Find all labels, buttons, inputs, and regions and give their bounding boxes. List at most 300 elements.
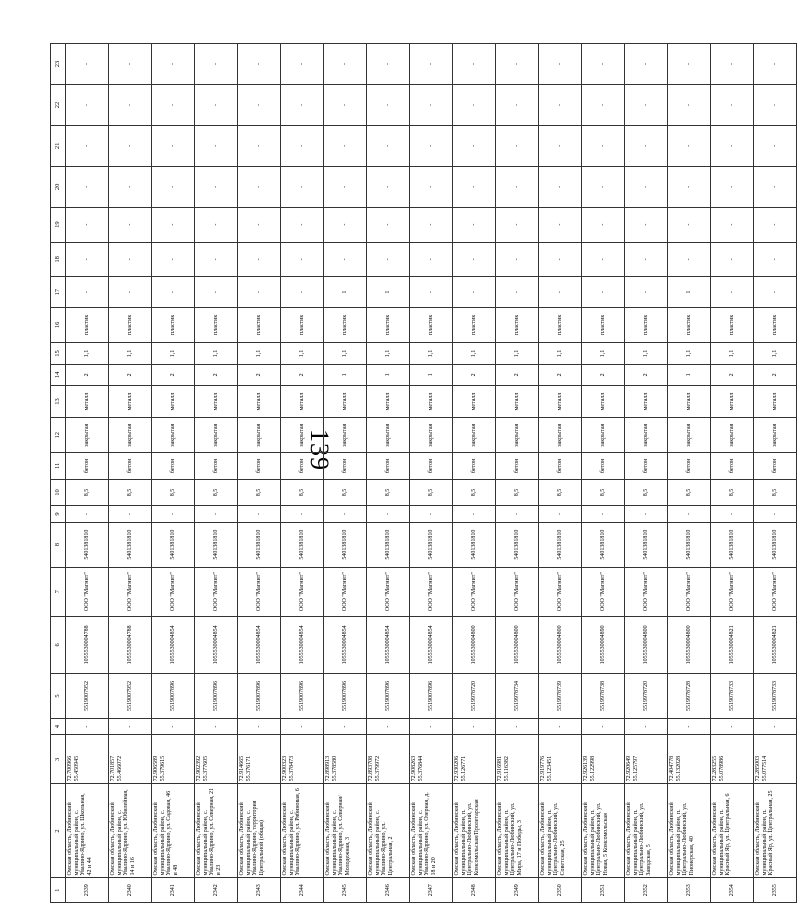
table-cell: Омская область, Любинский муниципальный район, п. Центрально-Любинский, ул. Новая, 5 Комсомольская bbox=[582, 784, 625, 878]
table-cell: - bbox=[496, 506, 539, 522]
table-cell: - bbox=[195, 125, 238, 166]
table-cell: ООО "Магнит" bbox=[539, 567, 582, 616]
table-cell: металл bbox=[195, 385, 238, 418]
table-cell: закрытая bbox=[410, 418, 453, 453]
table-cell: закрытая bbox=[324, 418, 367, 453]
table-cell: Омская область, Любинский муниципальный район, с. Увалино-Ядрино, ул. Центральная, 2 bbox=[367, 784, 410, 878]
table-cell: 2345 bbox=[324, 878, 367, 903]
table-cell: - bbox=[109, 506, 152, 522]
table-row bbox=[410, 44, 453, 903]
table-row bbox=[496, 44, 539, 903]
table-cell: - bbox=[711, 277, 754, 308]
table-cell: 1,1 bbox=[496, 342, 539, 364]
table-cell: 2351 bbox=[582, 878, 625, 903]
table-cell: 1055530004800 bbox=[625, 616, 668, 673]
table-cell: - bbox=[625, 506, 668, 522]
table-cell: 8,5 bbox=[195, 479, 238, 506]
table-cell: Омская область, Любинский муниципальный район, с. Увалино-Ядрино, ул. Школьная, 42 и 44 bbox=[66, 784, 109, 878]
table-cell: 5519007896 bbox=[367, 673, 410, 718]
table-row bbox=[109, 44, 152, 903]
table-cell: Омская область, Любинский муниципальный район, с. Увалино-Ядрино, ул. Озерная, д. 18 и 20 bbox=[410, 784, 453, 878]
table-cell: закрытая bbox=[152, 418, 195, 453]
table-cell: 2 bbox=[711, 365, 754, 385]
table-cell: закрытая bbox=[582, 418, 625, 453]
table-cell: - bbox=[66, 125, 109, 166]
table-cell: - bbox=[496, 277, 539, 308]
table-cell: Омская область, Любинский муниципальный район, п. Центрально-Любинский, ул. Заводская, 5 bbox=[625, 784, 668, 878]
table-cell: - bbox=[754, 166, 797, 207]
table-cell: 72.283255 55.078986 bbox=[711, 735, 754, 784]
table-cell: 1055530004854 bbox=[410, 616, 453, 673]
table-cell: 1 bbox=[367, 365, 410, 385]
table-cell: 8,5 bbox=[324, 479, 367, 506]
table-cell: 5519007952 bbox=[109, 673, 152, 718]
table-cell: 1,1 bbox=[754, 342, 797, 364]
table-cell: - bbox=[66, 506, 109, 522]
table-cell: - bbox=[539, 166, 582, 207]
table-cell: - bbox=[539, 85, 582, 126]
table-cell: металл bbox=[238, 385, 281, 418]
table-cell: - bbox=[238, 125, 281, 166]
table-cell: пластик bbox=[367, 307, 410, 342]
table-cell: - bbox=[152, 85, 195, 126]
table-cell: металл bbox=[66, 385, 109, 418]
table-cell: - bbox=[281, 44, 324, 85]
table-cell: 5519007952 bbox=[66, 673, 109, 718]
column-header: 8 bbox=[51, 522, 66, 567]
table-cell: 2 bbox=[152, 365, 195, 385]
table-cell: - bbox=[582, 242, 625, 277]
table-cell: - bbox=[453, 125, 496, 166]
table-cell: - bbox=[668, 125, 711, 166]
column-header: 6 bbox=[51, 616, 66, 673]
table-cell: - bbox=[625, 277, 668, 308]
table-cell: 1055530004854 bbox=[195, 616, 238, 673]
table-cell: - bbox=[582, 506, 625, 522]
table-cell: 2339 bbox=[66, 878, 109, 903]
table-cell: ООО "Магнит" bbox=[152, 567, 195, 616]
table-cell: - bbox=[539, 718, 582, 734]
table-cell: 5401381810 bbox=[195, 522, 238, 567]
table-cell: - bbox=[410, 44, 453, 85]
table-cell: бетон bbox=[668, 453, 711, 480]
table-cell: пластик bbox=[195, 307, 238, 342]
table-cell: 5401381810 bbox=[754, 522, 797, 567]
table-cell: 72.898913 55.378580 bbox=[324, 735, 367, 784]
table-cell: бетон bbox=[238, 453, 281, 480]
table-cell: 1,1 bbox=[152, 342, 195, 364]
table-cell: 8,5 bbox=[625, 479, 668, 506]
table-cell: - bbox=[324, 166, 367, 207]
table-cell: 5401381810 bbox=[539, 522, 582, 567]
column-header: 1 bbox=[51, 878, 66, 903]
table-cell: 1,1 bbox=[367, 342, 410, 364]
table-cell: Омская область, Любинский муниципальный район, п. Центрально-Любинский, ул. Мира, 17 и Победы, 3 bbox=[496, 784, 539, 878]
table-cell: Омская область, Любинский муниципальный район, п. Красный Яр, ул. Центральная, 6 bbox=[711, 784, 754, 878]
table-cell: - bbox=[238, 242, 281, 277]
table-cell: пластик bbox=[754, 307, 797, 342]
table-cell: - bbox=[453, 718, 496, 734]
table-cell: - bbox=[367, 166, 410, 207]
table-cell: 1,1 bbox=[238, 342, 281, 364]
table-cell: ООО "Магнит" bbox=[367, 567, 410, 616]
table-cell: 1055530004800 bbox=[668, 616, 711, 673]
table-cell: - bbox=[367, 85, 410, 126]
table-cell: - bbox=[281, 166, 324, 207]
table-cell: - bbox=[238, 85, 281, 126]
table-cell: металл bbox=[109, 385, 152, 418]
table-cell: 8,5 bbox=[109, 479, 152, 506]
table-cell: 1055530004788 bbox=[66, 616, 109, 673]
column-header: 19 bbox=[51, 207, 66, 242]
table-cell: 72.920649 55.125797 bbox=[625, 735, 668, 784]
table-cell: 1,1 bbox=[668, 342, 711, 364]
table-cell: ООО "Магнит" bbox=[453, 567, 496, 616]
table-cell: 1055530004854 bbox=[152, 616, 195, 673]
table-cell: 2352 bbox=[625, 878, 668, 903]
column-header: 23 bbox=[51, 44, 66, 85]
table-cell: 8,5 bbox=[367, 479, 410, 506]
table-cell: 72.893708 55.379972 bbox=[367, 735, 410, 784]
table-cell: 1055530004800 bbox=[539, 616, 582, 673]
column-header: 21 bbox=[51, 125, 66, 166]
table-cell: - bbox=[410, 125, 453, 166]
table-row bbox=[195, 44, 238, 903]
table-cell: - bbox=[539, 44, 582, 85]
table-cell: - bbox=[281, 277, 324, 308]
table-cell: 1 bbox=[324, 365, 367, 385]
table-cell: 2350 bbox=[539, 878, 582, 903]
table-cell: - bbox=[711, 166, 754, 207]
table-cell: 1055530004800 bbox=[496, 616, 539, 673]
table-cell: - bbox=[582, 166, 625, 207]
table-cell: - bbox=[453, 166, 496, 207]
table-cell: 1,1 bbox=[281, 342, 324, 364]
table-cell: металл bbox=[711, 385, 754, 418]
table-cell: 5401381810 bbox=[582, 522, 625, 567]
table-cell: 5401381810 bbox=[238, 522, 281, 567]
column-header: 3 bbox=[51, 735, 66, 784]
table-cell: - bbox=[152, 277, 195, 308]
table-cell: 5401381810 bbox=[453, 522, 496, 567]
table-cell: - bbox=[711, 44, 754, 85]
table-cell: - bbox=[367, 207, 410, 242]
table-cell: ООО "Магнит" bbox=[410, 567, 453, 616]
table-cell: 72.914665 55.376171 bbox=[238, 735, 281, 784]
table-cell: 5519007896 bbox=[324, 673, 367, 718]
table-cell: - bbox=[711, 718, 754, 734]
table-cell: ООО "Магнит" bbox=[711, 567, 754, 616]
column-header: 15 bbox=[51, 342, 66, 364]
table-cell: - bbox=[152, 718, 195, 734]
table-cell: - bbox=[324, 718, 367, 734]
table-cell: - bbox=[582, 125, 625, 166]
table-cell: 2349 bbox=[496, 878, 539, 903]
table-cell: Омская область, Любинский муниципальный район, с. Увалино-Ядрино, ул. Юбилейная, 14 и 16 bbox=[109, 784, 152, 878]
table-cell: - bbox=[625, 207, 668, 242]
table-cell: 5519978728 bbox=[668, 673, 711, 718]
table-cell: - bbox=[711, 125, 754, 166]
table-cell: - bbox=[109, 207, 152, 242]
table-cell: металл bbox=[668, 385, 711, 418]
table-cell: 8,5 bbox=[496, 479, 539, 506]
table-cell: 2340 bbox=[109, 878, 152, 903]
table-cell: 1,1 bbox=[711, 342, 754, 364]
table-cell: - bbox=[238, 166, 281, 207]
table-cell: - bbox=[582, 718, 625, 734]
table-cell: 2 bbox=[754, 365, 797, 385]
table-cell: - bbox=[453, 44, 496, 85]
table-cell: 5519978738 bbox=[582, 673, 625, 718]
table-cell: - bbox=[410, 506, 453, 522]
table-cell: 1055530004788 bbox=[109, 616, 152, 673]
table-cell: 72.902392 55.377605 bbox=[195, 735, 238, 784]
table-cell: 1055530004890 bbox=[582, 616, 625, 673]
table-cell: 1,1 bbox=[109, 342, 152, 364]
table-cell: - bbox=[367, 242, 410, 277]
table-cell: 1055530004821 bbox=[711, 616, 754, 673]
table-cell: Омская область, Любинский муниципальный район, п. Центрально-Любинский, ул. Пионерская, 40 bbox=[668, 784, 711, 878]
table-cell: 8,5 bbox=[152, 479, 195, 506]
table-cell: - bbox=[453, 85, 496, 126]
table-cell: 1,1 bbox=[453, 342, 496, 364]
table-row bbox=[281, 44, 324, 903]
table-cell: - bbox=[109, 277, 152, 308]
table-row bbox=[668, 44, 711, 903]
table-cell: 72.900323 55.378473 bbox=[281, 735, 324, 784]
table-cell: бетон bbox=[453, 453, 496, 480]
table-cell: - bbox=[754, 44, 797, 85]
table-row bbox=[66, 44, 109, 903]
table-cell: 1055530004800 bbox=[453, 616, 496, 673]
table-cell: - bbox=[195, 242, 238, 277]
table-cell: 5519007896 bbox=[281, 673, 324, 718]
table-cell: - bbox=[195, 166, 238, 207]
table-cell: пластик bbox=[281, 307, 324, 342]
table-cell: - bbox=[754, 207, 797, 242]
table-cell: - bbox=[281, 506, 324, 522]
table-cell: - bbox=[410, 242, 453, 277]
table-cell: закрытая bbox=[668, 418, 711, 453]
table-cell: - bbox=[625, 242, 668, 277]
table-cell: - bbox=[281, 242, 324, 277]
table-cell: ООО "Магнит" bbox=[109, 567, 152, 616]
table-cell: 72.919776 55.123451 bbox=[539, 735, 582, 784]
table-cell: - bbox=[668, 718, 711, 734]
table-cell: ООО "Магнит" bbox=[754, 567, 797, 616]
table-cell: 72.916981 55.116382 bbox=[496, 735, 539, 784]
table-cell: - bbox=[496, 166, 539, 207]
table-cell: бетон bbox=[324, 453, 367, 480]
table-cell: 1055530004854 bbox=[281, 616, 324, 673]
column-header: 13 bbox=[51, 385, 66, 418]
table-cell: бетон bbox=[711, 453, 754, 480]
table-cell: - bbox=[109, 166, 152, 207]
table-cell: - bbox=[582, 277, 625, 308]
table-cell: - bbox=[367, 718, 410, 734]
table-cell: ООО "Магнит" bbox=[324, 567, 367, 616]
table-cell: 2 bbox=[539, 365, 582, 385]
table-cell: бетон bbox=[582, 453, 625, 480]
table-cell: 2 bbox=[66, 365, 109, 385]
table-cell: металл bbox=[152, 385, 195, 418]
table-cell: металл bbox=[754, 385, 797, 418]
table-cell: закрытая bbox=[66, 418, 109, 453]
table-cell: 2346 bbox=[367, 878, 410, 903]
table-cell: Омская область, Любинский муниципальный район, п. Центрально-Любинский, ул. Советская, 25 bbox=[539, 784, 582, 878]
table-cell: - bbox=[324, 85, 367, 126]
table-cell: пластик bbox=[324, 307, 367, 342]
table-cell: 8,5 bbox=[281, 479, 324, 506]
table-cell: 1,1 bbox=[625, 342, 668, 364]
table-cell: закрытая bbox=[195, 418, 238, 453]
table-cell: - bbox=[152, 44, 195, 85]
table-cell: 2348 bbox=[453, 878, 496, 903]
table-cell: - bbox=[324, 44, 367, 85]
table-cell: - bbox=[324, 125, 367, 166]
table-cell: 1,1 bbox=[582, 342, 625, 364]
column-header: 16 bbox=[51, 307, 66, 342]
table-cell: 5519007896 bbox=[195, 673, 238, 718]
table-cell: 72.285003 55.077514 bbox=[754, 735, 797, 784]
table-cell: - bbox=[496, 125, 539, 166]
table-cell: - bbox=[754, 718, 797, 734]
table-cell: металл bbox=[625, 385, 668, 418]
table-cell: бетон bbox=[109, 453, 152, 480]
table-cell: - bbox=[410, 166, 453, 207]
table-cell: 5519007896 bbox=[410, 673, 453, 718]
table-cell: закрытая bbox=[367, 418, 410, 453]
table-cell: 2 bbox=[281, 365, 324, 385]
table-row bbox=[711, 44, 754, 903]
table-cell: - bbox=[238, 44, 281, 85]
column-header: 11 bbox=[51, 453, 66, 480]
table-cell: ООО "Магнит" bbox=[625, 567, 668, 616]
table-cell: - bbox=[496, 44, 539, 85]
table-cell: - bbox=[324, 207, 367, 242]
table-cell: - bbox=[109, 242, 152, 277]
table-cell: - bbox=[152, 207, 195, 242]
table-cell: - bbox=[539, 242, 582, 277]
table-cell: 1,1 bbox=[66, 342, 109, 364]
table-cell: - bbox=[410, 85, 453, 126]
table-cell: Омская область, Любинский муниципальный район, п. Центрально-Любинский, ул. Комсомольская/Пролетарская bbox=[453, 784, 496, 878]
table-cell: - bbox=[109, 44, 152, 85]
column-header: 22 bbox=[51, 85, 66, 126]
table-row bbox=[582, 44, 625, 903]
table-cell: Омская область, Любинский муниципальный район, с. Увалино-Ядрино, ул. Северная, 21 и 23 bbox=[195, 784, 238, 878]
table-cell: 5401381810 bbox=[367, 522, 410, 567]
table-cell: - bbox=[625, 44, 668, 85]
table-cell: - bbox=[367, 44, 410, 85]
table-cell: - bbox=[754, 277, 797, 308]
table-cell: 2354 bbox=[711, 878, 754, 903]
column-header: 10 bbox=[51, 479, 66, 506]
table-row bbox=[152, 44, 195, 903]
table-cell: 5401381810 bbox=[410, 522, 453, 567]
table-cell: - bbox=[66, 166, 109, 207]
column-header: 12 bbox=[51, 418, 66, 453]
table-cell: 5519007896 bbox=[238, 673, 281, 718]
table-cell: 5519978739 bbox=[539, 673, 582, 718]
table-cell: 72.930206 55.126771 bbox=[453, 735, 496, 784]
column-header: 9 bbox=[51, 506, 66, 522]
table-cell: - bbox=[453, 506, 496, 522]
column-header: 20 bbox=[51, 166, 66, 207]
table-cell: 72.701857 55.466072 bbox=[109, 735, 152, 784]
table-cell: 8,5 bbox=[410, 479, 453, 506]
page-number: 139 bbox=[305, 429, 334, 471]
table-cell: - bbox=[152, 166, 195, 207]
table-cell: ООО "Магнит" bbox=[281, 567, 324, 616]
table-cell: - bbox=[152, 506, 195, 522]
table-cell: закрытая bbox=[496, 418, 539, 453]
table-cell: 1 bbox=[668, 365, 711, 385]
table-cell: 1,1 bbox=[195, 342, 238, 364]
table-cell: - bbox=[582, 207, 625, 242]
table-cell: - bbox=[238, 506, 281, 522]
table-cell: - bbox=[66, 207, 109, 242]
table-cell: - bbox=[324, 242, 367, 277]
table-cell: - bbox=[668, 166, 711, 207]
table-cell: пластик bbox=[496, 307, 539, 342]
table-cell: металл bbox=[410, 385, 453, 418]
table-cell: - bbox=[66, 242, 109, 277]
table-cell: 1055530004854 bbox=[367, 616, 410, 673]
table-cell: - bbox=[496, 242, 539, 277]
table-cell: - bbox=[496, 207, 539, 242]
table-cell: бетон bbox=[152, 453, 195, 480]
table-cell: 2 bbox=[195, 365, 238, 385]
table-cell: - bbox=[195, 85, 238, 126]
table-cell: - bbox=[625, 718, 668, 734]
table-cell: - bbox=[66, 85, 109, 126]
table-cell: - bbox=[539, 277, 582, 308]
table-cell: - bbox=[66, 44, 109, 85]
table-cell: 72.700966 55.450945 bbox=[66, 735, 109, 784]
table-cell: - bbox=[711, 242, 754, 277]
table-cell: - bbox=[539, 506, 582, 522]
table-cell: - bbox=[367, 125, 410, 166]
table-cell: - bbox=[754, 85, 797, 126]
table-row bbox=[539, 44, 582, 903]
header-row bbox=[51, 44, 66, 903]
table-cell: 2 bbox=[625, 365, 668, 385]
table-cell: - bbox=[109, 718, 152, 734]
table-cell: 5401381810 bbox=[66, 522, 109, 567]
table-cell: - bbox=[195, 718, 238, 734]
table-cell: Омская область, Любинский муниципальный район, с. Увалино-Ядрино, ул. Садовая, 46 и 48 bbox=[152, 784, 195, 878]
table-cell: Омская область, Любинский муниципальный район, с. Увалино-Ядрино, ул. Рябиновая, 6 bbox=[281, 784, 324, 878]
table-cell: - bbox=[711, 207, 754, 242]
table-cell: металл bbox=[496, 385, 539, 418]
table-cell: 2353 bbox=[668, 878, 711, 903]
table-cell: - bbox=[754, 125, 797, 166]
table-cell: - bbox=[711, 85, 754, 126]
table-row bbox=[367, 44, 410, 903]
table-cell: - bbox=[668, 242, 711, 277]
table-cell: металл bbox=[281, 385, 324, 418]
table-cell: Омская область, Любинский муниципальный район, с. Увалино-Ядрино, ул. Северная/Молодежная, 3 bbox=[324, 784, 367, 878]
table-cell: 5401381810 bbox=[711, 522, 754, 567]
table-cell: Омская область, Любинский муниципальный район, с. Увалино-Ядрино, территория Центральной (общая) bbox=[238, 784, 281, 878]
table-cell: металл bbox=[582, 385, 625, 418]
table-cell: - bbox=[152, 242, 195, 277]
table-cell: закрытая bbox=[281, 418, 324, 453]
column-header: 14 bbox=[51, 365, 66, 385]
table-cell: пластик bbox=[539, 307, 582, 342]
column-header: 17 bbox=[51, 277, 66, 308]
